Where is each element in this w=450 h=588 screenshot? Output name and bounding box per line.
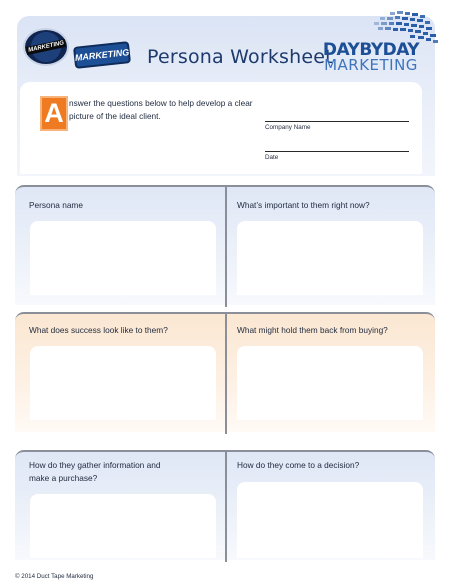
hold-back-answer[interactable] bbox=[237, 346, 423, 420]
question-grid bbox=[15, 185, 435, 560]
seal-logo bbox=[23, 28, 69, 66]
question-row-3 bbox=[15, 450, 435, 560]
column-divider bbox=[225, 187, 227, 307]
important-now-answer[interactable] bbox=[237, 221, 423, 295]
question-label: What’s important to them right now? bbox=[237, 200, 370, 210]
question-row-1 bbox=[15, 185, 435, 305]
seal-logo-text: MARKETING bbox=[25, 39, 66, 55]
persona-name-answer[interactable] bbox=[30, 221, 216, 295]
question-label: Persona name bbox=[29, 200, 83, 210]
company-name-field[interactable] bbox=[265, 121, 409, 122]
daybyday-logo-line2: MARKETING bbox=[324, 56, 418, 74]
question-row-2 bbox=[15, 312, 435, 432]
question-label: How do they gather information and make a purchase? bbox=[29, 460, 161, 483]
question-label: What does success look like to them? bbox=[29, 325, 168, 335]
question-label: What might hold them back from buying? bbox=[237, 325, 388, 335]
intro-text: nswer the questions below to help develop a clear picture of the ideal client. bbox=[69, 98, 253, 121]
date-label: Date bbox=[265, 154, 279, 161]
column-divider bbox=[225, 452, 227, 562]
question-label: How do they come to a decision? bbox=[237, 460, 360, 470]
daybyday-logo-line1: DAYBYDAY bbox=[322, 40, 420, 60]
dtm-logo-text: MARKETING bbox=[74, 47, 130, 63]
decision-answer[interactable] bbox=[237, 482, 423, 558]
date-field[interactable] bbox=[265, 151, 409, 152]
gather-information-answer[interactable] bbox=[30, 494, 216, 558]
header-content-panel bbox=[20, 82, 422, 174]
column-divider bbox=[225, 314, 227, 434]
copyright-footer: © 2014 Duct Tape Marketing bbox=[15, 573, 94, 580]
intro-drop-cap: A bbox=[40, 96, 68, 131]
daybyday-marketing-logo bbox=[315, 42, 427, 73]
success-answer[interactable] bbox=[30, 346, 216, 420]
company-name-label: Company Name bbox=[265, 124, 311, 131]
page-title: Persona Worksheet bbox=[147, 46, 333, 68]
